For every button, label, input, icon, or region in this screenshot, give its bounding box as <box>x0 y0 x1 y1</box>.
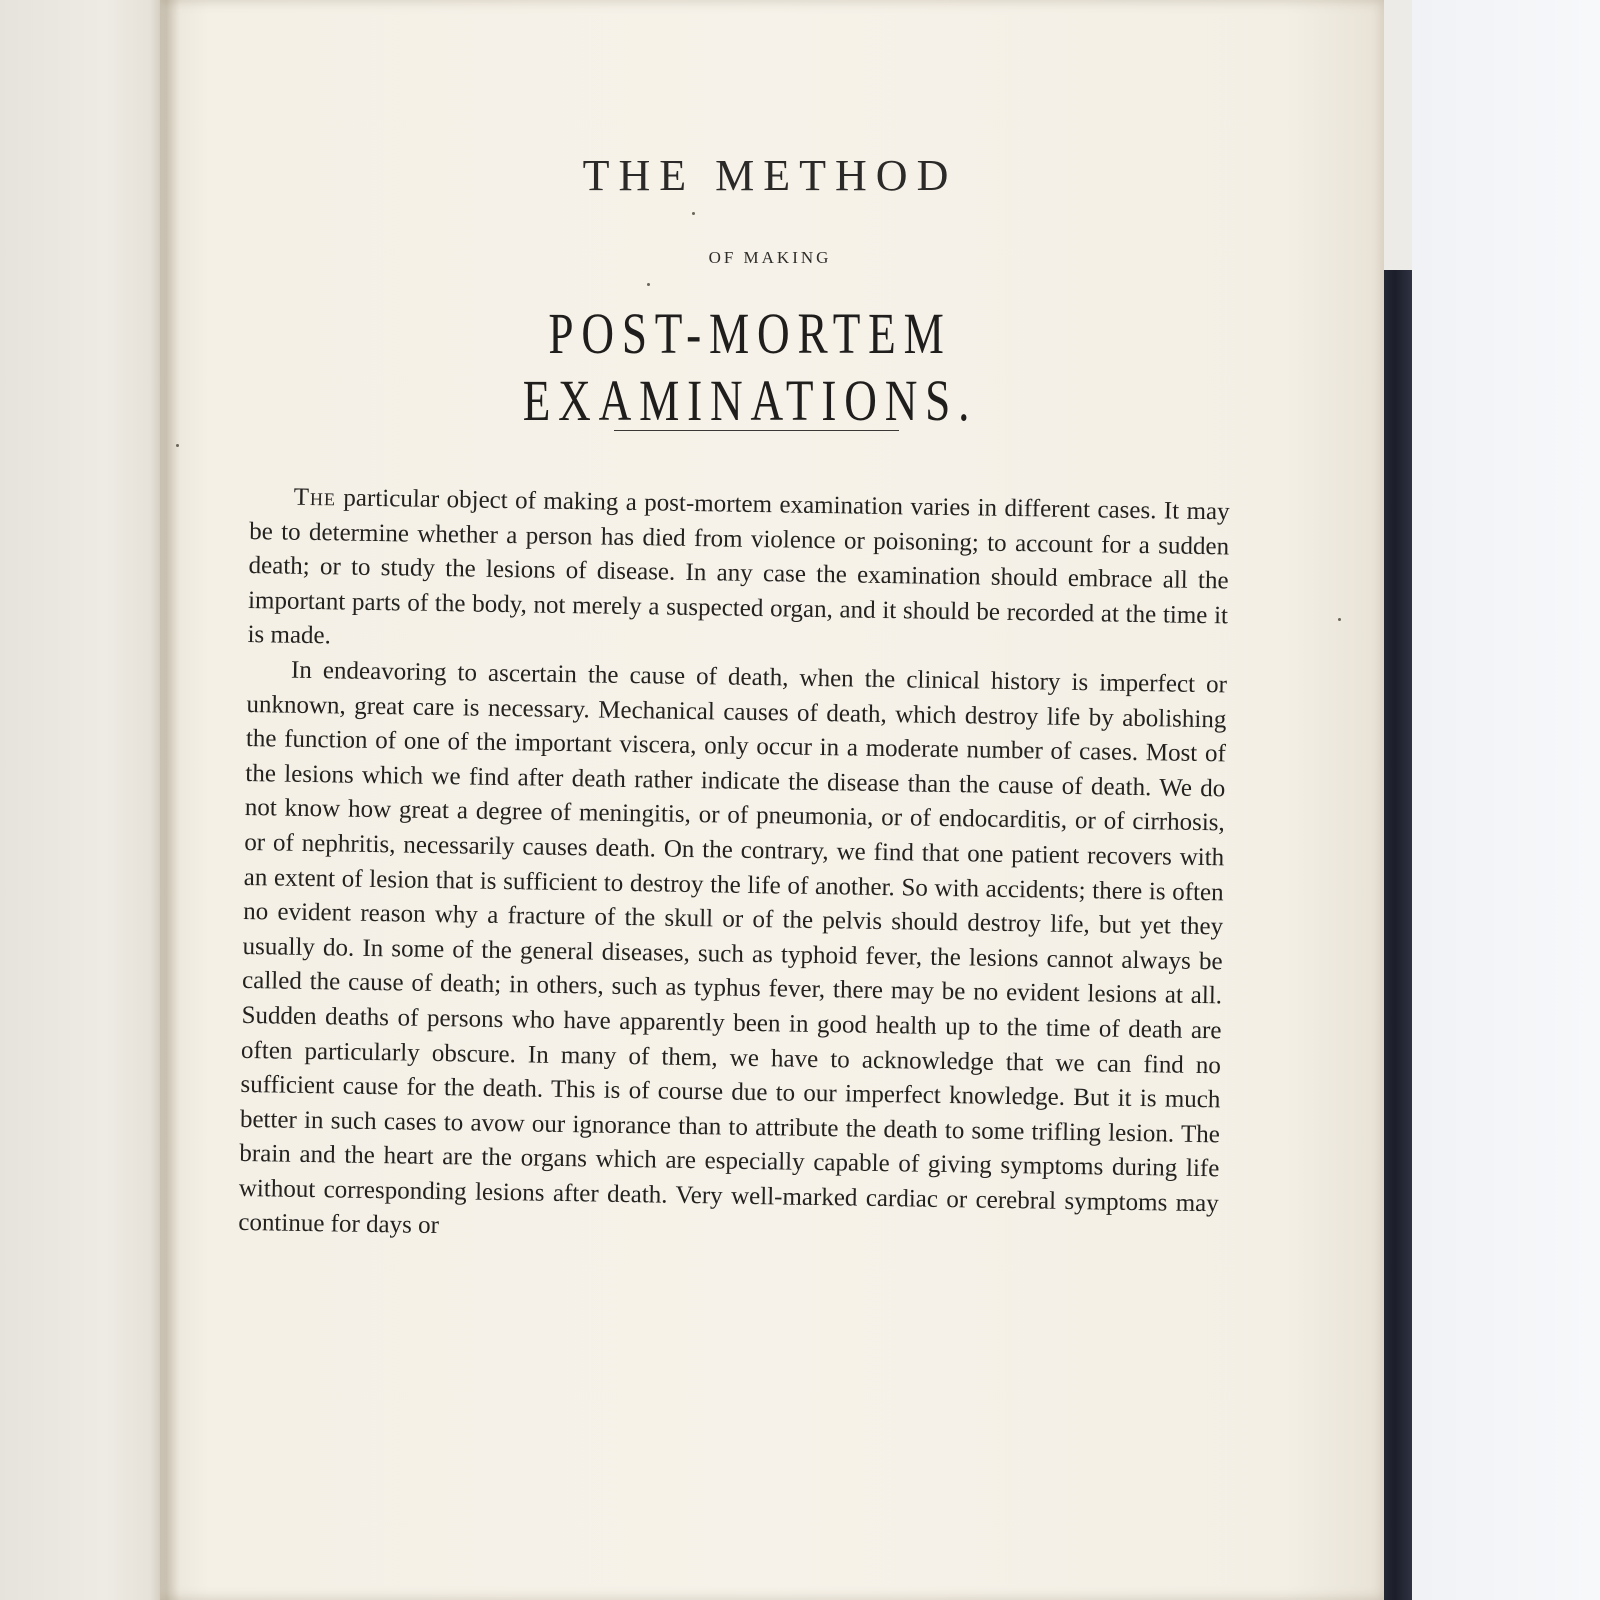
paragraph-1 <box>247 480 1230 668</box>
paragraph-text: particular object of making a post-mortem examination varies in different cases. It may be to determine whether a person has died from violence or poisoning; to account for a sudden death; or to study the lesions of disease. In any case the examination should embrace all the important parts of the body, not merely a suspected organ, and it should be recorded at the time it is made. <box>247 484 1230 650</box>
body-text <box>238 480 1230 1256</box>
page-title: THE METHOD <box>582 151 958 200</box>
page-subtitle: OF MAKING <box>708 248 832 267</box>
paragraph-2 <box>238 653 1227 1256</box>
table-surface <box>1412 0 1600 1600</box>
facing-page-edge <box>0 0 175 1600</box>
paragraph-text: In endeavoring to ascertain the cause of death, when the clinical history is imperfect or unknown, great care is necessary. Mechanical causes of death, which destroy life by abolishing the function of one of the important viscera, only occur in a moderate number of cases. Most of the lesions which we find after death rather indicate the disease than the cause of death. We do not know how great a degree of meningitis, or of pneumonia, or of endocarditis, or of cirrhosis, or of nephritis, necessarily causes death. On the contrary, we find that one patient recovers with an extent of lesion that is sufficient to destroy the life of another. So with accidents; there is often no evident reason why a fracture of the skull or of the pelvis should destroy life, but yet they usually do. In some of the general diseases, such as typhoid fever, the lesions cannot always be called the cause of death; in others, such as typhus fever, there may be no evident lesions at all. Sudden deaths of persons who have apparently been in good health up to the time of death are often particularly obscure. In many of them, we have to acknowledge that we can find no sufficient cause for the death. This is of course due to our imperfect knowledge. But it is much better in such cases to avow our ignorance than to attribute the death to some trifling lesion. The brain and the heart are the organs which are especially capable of giving symptoms during life without corresponding lesions after death. Very well-marked cardiac or cerebral symptoms may continue for days or <box>238 656 1228 1240</box>
paragraph-lead: The <box>293 483 337 512</box>
heading-rule <box>614 430 899 431</box>
main-heading: POST-MORTEM EXAMINATIONS. <box>522 301 978 433</box>
gutter-shadow <box>150 0 180 1600</box>
